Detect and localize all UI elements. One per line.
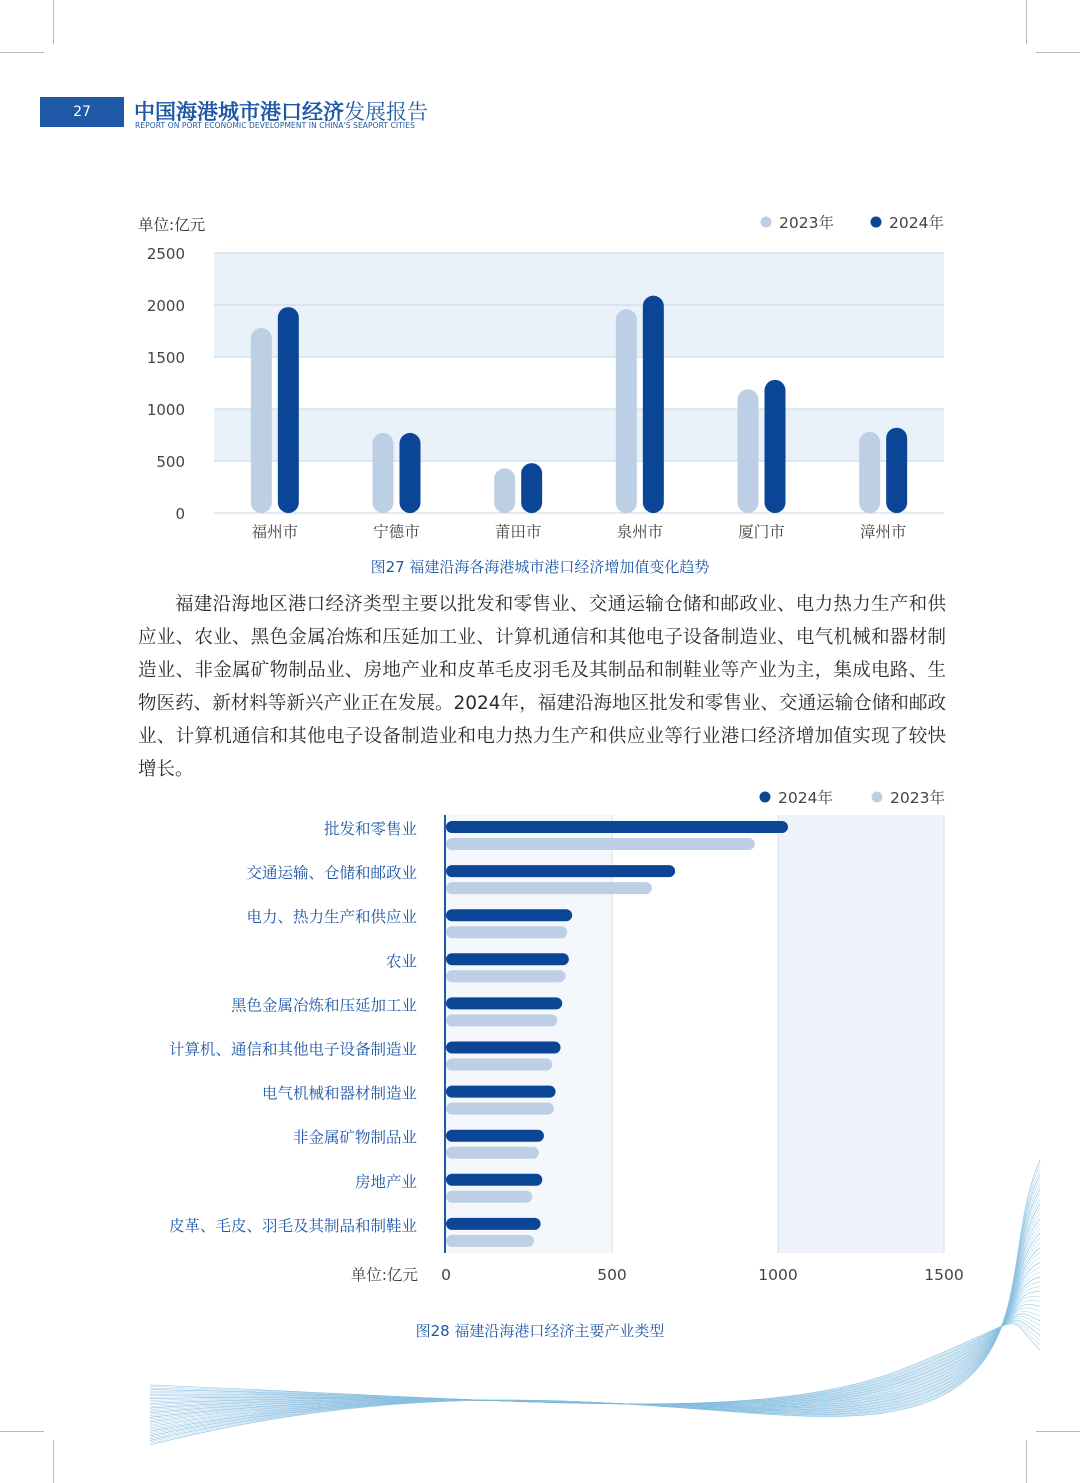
x-tick-label: 500 [597,1266,627,1284]
figure-27-caption: 图27 福建沿海各海港城市港口经济增加值变化趋势 [370,558,710,576]
grid-band [214,253,944,305]
industry-type-chart [0,780,1080,1290]
wave-line [150,1282,1040,1407]
bar-2024年 [446,865,675,877]
figure-28-caption: 图28 福建沿海港口经济主要产业类型 [415,1322,665,1340]
bar-2023年 [446,1014,557,1026]
grid-band [778,815,944,1253]
category-label: 计算机、通信和其他电子设备制造业 [168,1040,417,1059]
y-tick-label: 2000 [146,297,185,315]
bar-2023年 [446,1235,534,1247]
category-label: 电力、热力生产和供应业 [246,908,417,927]
bar-2023年 [446,970,566,982]
y-tick-label: 0 [175,505,185,523]
bar-2024年 [446,909,572,921]
body-paragraph: 福建沿海地区港口经济类型主要以批发和零售业、交通运输仓储和邮政业、电力热力生产和供应业、农业、黑色金属冶炼和压延加工业、计算机通信和其他电子设备制造业、电气机械和器材制造业、非金属矿物制品业、房地产业和皮革毛皮羽毛及其制品和制鞋业等产业为主，集成电路、生物医药、新材料等新兴产业正在发展。2024年，福建沿海地区批发和零售业、交通运输仓储和邮政业、计算机通信和其他电子设备制造业和电力热力生产和供应业等行业港口经济增加值实现了较快增长。 [138,594,946,780]
bar-2024年 [446,1130,544,1142]
bar-2024年 [446,1218,541,1230]
page-number: 27 [73,104,91,120]
bar-2023年 [446,838,755,850]
legend-marker [871,217,882,228]
x-tick-label: 厦门市 [738,523,785,541]
legend-label: 2023年 [890,789,945,807]
category-label: 房地产业 [354,1172,417,1191]
legend-label: 2024年 [889,214,944,232]
bar-2024年 [643,296,664,513]
report-title-light: 发展报告 [344,100,428,124]
bar-2024年 [446,997,562,1009]
y-tick-label: 1500 [146,349,185,367]
bar-2023年 [446,1147,539,1159]
bar-2023年 [446,1191,532,1203]
bar-2023年 [446,882,652,894]
legend-label: 2023年 [779,214,834,232]
grid-band [214,305,944,357]
bar-2024年 [765,380,786,513]
x-tick-label: 1500 [924,1266,964,1284]
bar-2023年 [494,468,515,513]
grid-band [446,815,612,1253]
bar-2023年 [373,433,394,513]
bar-2024年 [886,428,907,513]
bar-2023年 [738,389,759,513]
grid-band [214,409,944,461]
category-label: 电气机械和器材制造业 [261,1084,417,1103]
report-title-bold: 中国海港城市港口经济 [134,100,344,124]
bar-2023年 [251,328,272,513]
category-label: 皮革、毛皮、羽毛及其制品和制鞋业 [168,1216,417,1235]
bar-2024年 [446,953,569,965]
category-label: 农业 [385,952,417,971]
bar-2023年 [446,926,567,938]
bar-2024年 [446,1042,561,1054]
unit-label: 单位:亿元 [350,1266,418,1284]
y-tick-label: 2500 [146,245,185,263]
unit-label: 单位:亿元 [138,216,206,234]
x-tick-label: 0 [441,1266,451,1284]
bar-2024年 [446,1086,556,1098]
legend-marker [872,792,883,803]
bar-2024年 [400,433,421,513]
x-tick-label: 1000 [758,1266,798,1284]
category-label: 交通运输、仓储和邮政业 [246,864,417,883]
bar-2023年 [446,1103,554,1115]
wave-line [150,1292,1040,1405]
x-tick-label: 莆田市 [494,523,542,541]
bar-2023年 [616,309,637,513]
x-tick-label: 宁德市 [373,523,420,541]
x-tick-label: 福州市 [251,523,299,541]
report-subtitle: REPORT ON PORT ECONOMIC DEVELOPMENT IN CHINA'S SEAPORT CITIES [135,121,415,130]
bar-2024年 [446,1174,542,1186]
bar-2023年 [446,1059,552,1071]
x-tick-label: 漳州市 [859,523,907,541]
city-port-economy-chart [0,0,1080,560]
y-tick-label: 1000 [146,401,185,419]
bar-2024年 [278,307,299,513]
legend-marker [760,792,771,803]
category-label: 黑色金属冶炼和压延加工业 [230,996,417,1015]
legend-label: 2024年 [778,789,833,807]
bar-2024年 [446,821,788,833]
bar-2024年 [521,463,542,513]
wave-line [150,1301,1040,1405]
category-label: 非金属矿物制品业 [292,1128,417,1147]
category-label: 批发和零售业 [323,820,417,838]
legend-marker [761,217,772,228]
x-tick-label: 泉州市 [616,523,664,541]
bar-2023年 [859,432,880,513]
y-tick-label: 500 [156,453,185,471]
